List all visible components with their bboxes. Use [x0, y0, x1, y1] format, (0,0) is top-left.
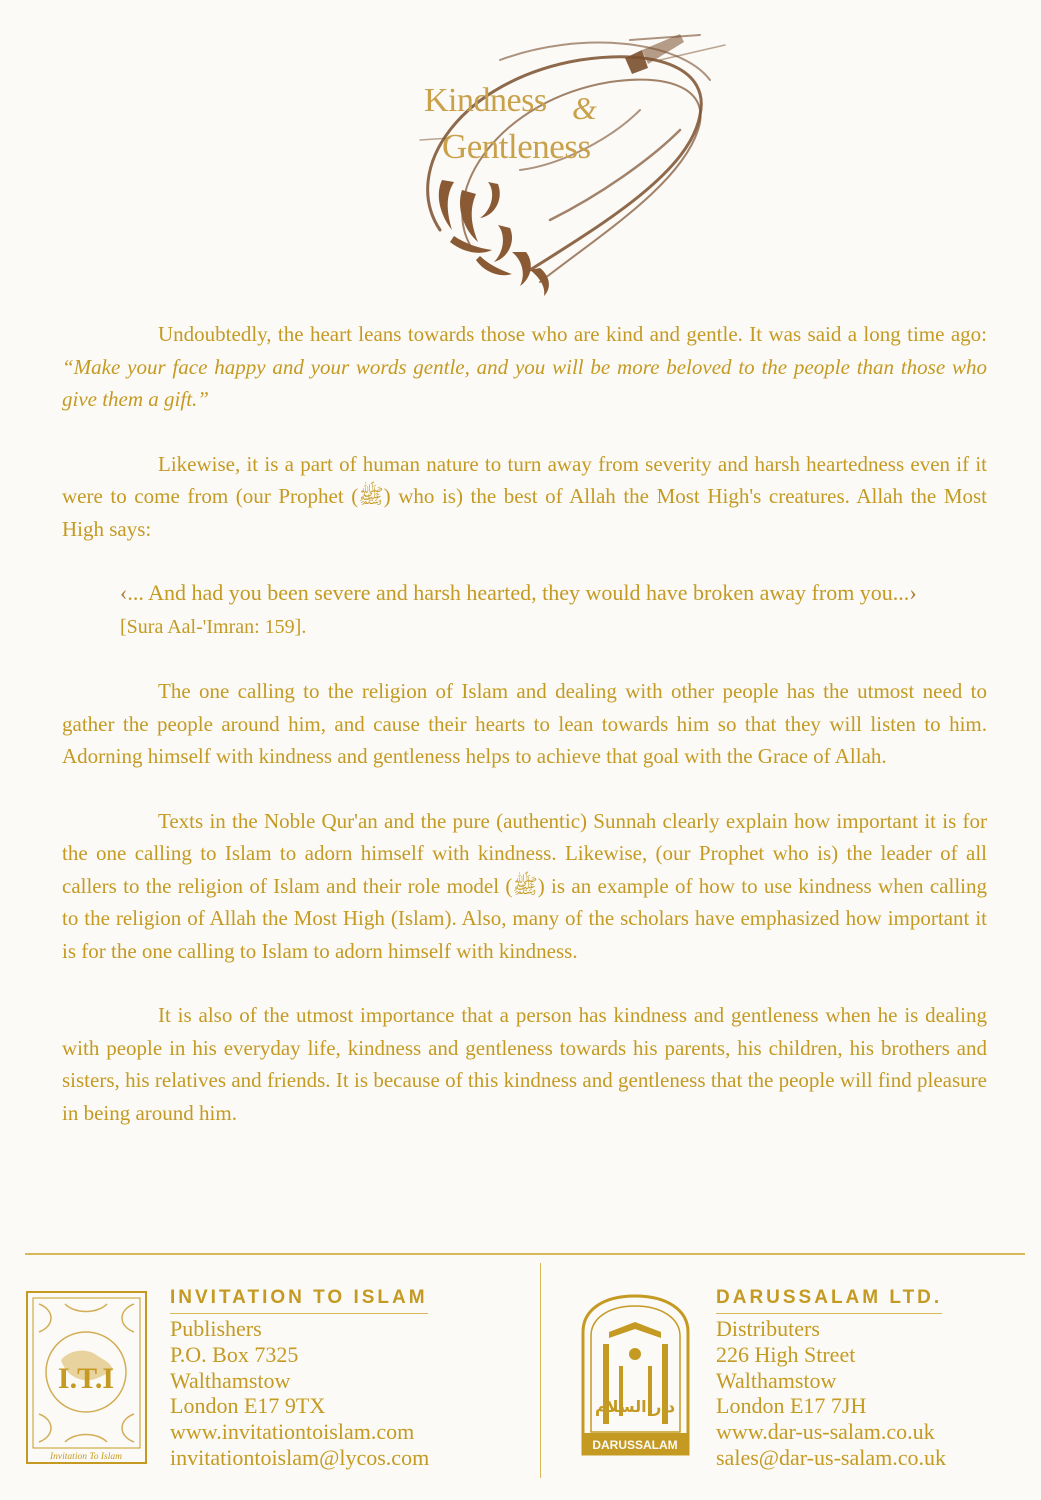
- footer-divider: [25, 1253, 1025, 1255]
- title-ampersand: &: [572, 90, 597, 126]
- distributor-website-link[interactable]: www.dar-us-salam.co.uk: [716, 1419, 935, 1445]
- paragraph-4: Texts in the Noble Qur'an and the pure (authentic) Sunnah clearly explain how important it is for the one calling to Islam to adorn himself with kindness. Likewise, (our Prophet who is) the leader of all callers to the religion of Islam and their role model (ﷺ) is an example of how to use kindness when calling to the religion of Allah the Most High (Islam). Also, many of the scholars have emphasized how important it is for the one calling to Islam to adorn himself with kindness.: [62, 808, 987, 963]
- distributor-line-4: London E17 7JH: [716, 1393, 867, 1419]
- publisher-line-3: Walthamstow: [170, 1367, 291, 1393]
- distributor-line-1: Distributers: [716, 1316, 820, 1341]
- article-body: [62, 318, 987, 1161]
- publisher-website-link[interactable]: www.invitationtoislam.com: [170, 1419, 415, 1445]
- paragraph-1: [62, 318, 987, 416]
- distributor-email-link[interactable]: sales@dar-us-salam.co.uk: [716, 1444, 946, 1470]
- verse-close-bracket: ›: [909, 580, 917, 605]
- footer-column-divider: [540, 1263, 541, 1478]
- title-word-gentleness: Gentleness: [442, 127, 591, 166]
- publisher-line-1: Publishers: [170, 1316, 262, 1341]
- title-block: [380, 20, 740, 305]
- distributor-line-3: Walthamstow: [716, 1367, 837, 1393]
- distributor-name: DARUSSALAM LTD.: [716, 1287, 942, 1314]
- verse-reference: [Sura Aal-'Imran: 159].: [120, 615, 307, 638]
- paragraph-2: Likewise, it is a part of human nature to turn away from severity and harsh heartedness even if it were to come from (our Prophet (ﷺ) who is) the best of Allah the Most High's creatures. Allah the Most High says:: [62, 451, 987, 541]
- publisher-line-2: P.O. Box 7325: [170, 1341, 299, 1367]
- paragraph-5: It is also of the utmost importance that a person has kindness and gentleness when he is dealing with people in his everyday life, kindness and gentleness towards his parents, his children, his brothers and sisters, his relatives and friends. It is because of this kindness and gentleness that the people will find pleasure in being around him.: [62, 1003, 987, 1125]
- paragraph-1-quote: “Make your face happy and your words gentle, and you will be more beloved to the people than those who give them a gift.”: [62, 354, 987, 411]
- darussalam-logo: [579, 1292, 692, 1458]
- publisher-email-link[interactable]: invitationtoislam@lycos.com: [170, 1444, 430, 1470]
- paragraph-1-text: Undoubtedly, the heart leans towards those who are kind and gentle. It was said a long time ago:: [158, 322, 987, 346]
- title-word-kindness: Kindness: [424, 82, 547, 119]
- logo-dar-arabic: دار السلام: [594, 1397, 676, 1416]
- publisher-line-4: London E17 9TX: [170, 1393, 326, 1419]
- publisher-block: [170, 1287, 530, 1471]
- distributor-block: [716, 1287, 1016, 1471]
- distributor-line-2: 226 High Street: [716, 1341, 856, 1367]
- logo-iti-caption: Invitation To Islam: [50, 1452, 122, 1462]
- publisher-name: INVITATION TO ISLAM: [170, 1287, 428, 1314]
- quran-verse: [62, 577, 987, 643]
- paragraph-3: The one calling to the religion of Islam and dealing with other people has the utmost need to gather the people around him, and cause their hearts to lean towards him so that they will listen to him. Adorning himself with kindness and gentleness helps to achieve that goal with the Grace of Allah.: [62, 679, 987, 768]
- logo-dar-caption: DARUSSALAM: [592, 1438, 678, 1452]
- logo-iti-letters: I.T.I: [57, 1362, 115, 1395]
- verse-open-bracket: ‹: [120, 580, 128, 605]
- invitation-to-islam-logo: [25, 1290, 148, 1465]
- verse-text: ... And had you been severe and harsh hearted, they would have broken away from you...: [127, 580, 910, 605]
